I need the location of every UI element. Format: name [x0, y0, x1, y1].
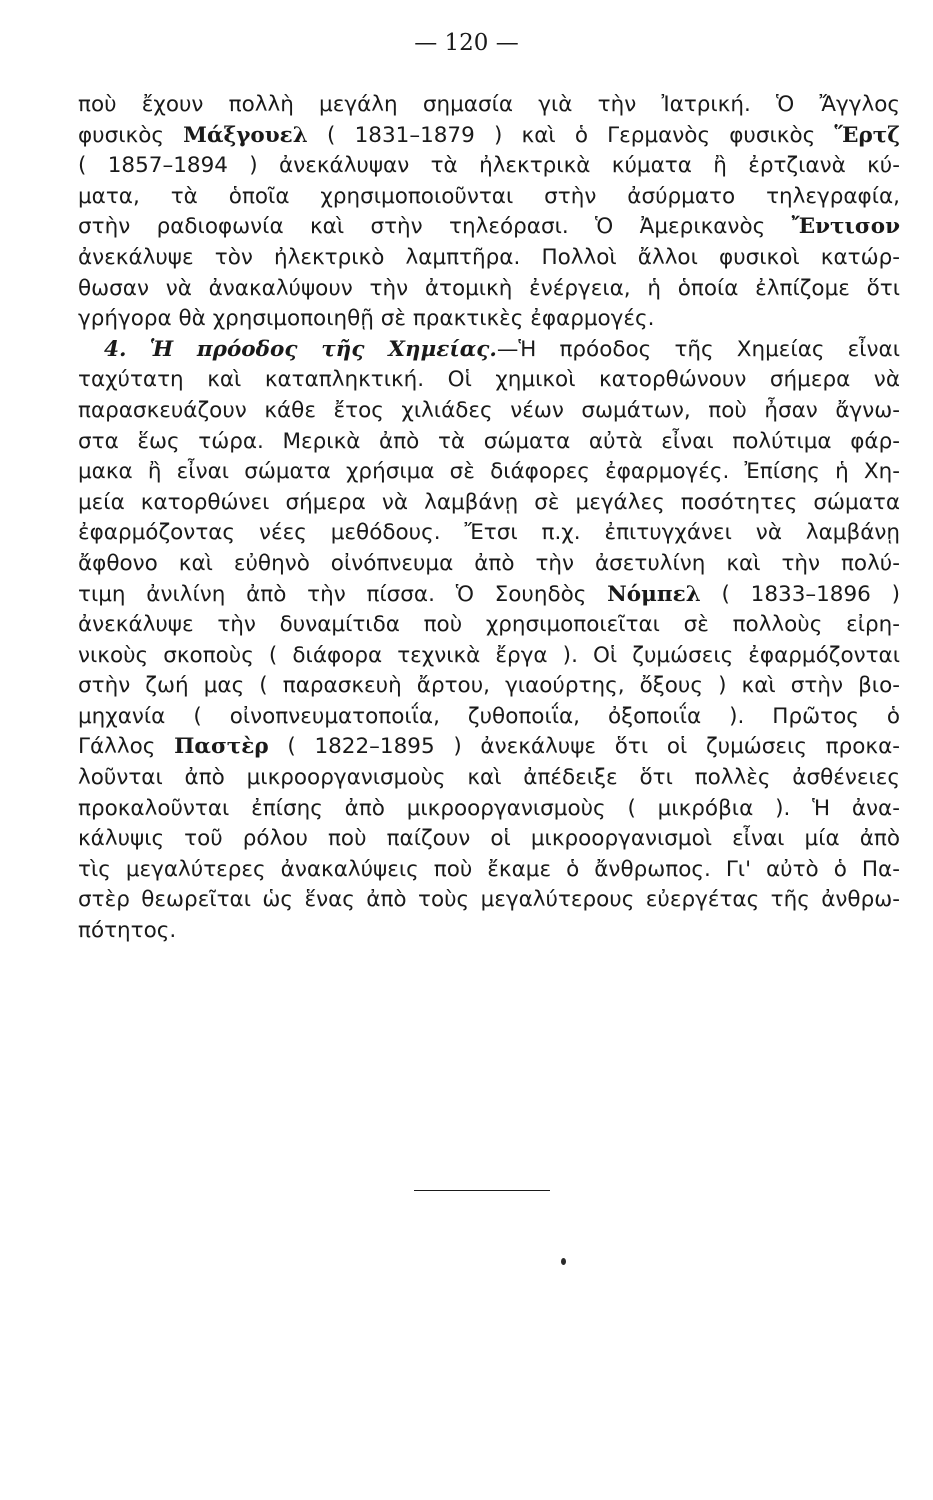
text-run: ταχύτατη καὶ καταπληκτική. Οἱ χημικοὶ κατορθώνουν σήμερα νὰ [78, 367, 900, 393]
text-run: τιμη ἀνιλίνη ἀπὸ τὴν πίσσα. Ὁ Σουηδὸς [78, 581, 608, 607]
text-line [78, 916, 900, 947]
text-line [78, 151, 900, 182]
text-run: —Ἡ πρόοδος τῆς Χημείας εἶναι [496, 336, 900, 362]
text-line [78, 365, 900, 396]
body-text [78, 90, 900, 947]
text-run: στὴν ζωή μας ( παρασκευὴ ἄρτου, γιαούρτης, ὄξους ) καὶ στὴν βιο- [78, 673, 900, 699]
text-line [78, 243, 900, 274]
section-title: Ἡ πρόοδος τῆς Χημείας. [149, 336, 497, 362]
text-run: στὴν ραδιοφωνία καὶ στὴν τηλεόρασι. Ὁ Ἀμερικανὸς [78, 214, 792, 240]
text-run: ἄφθονο καὶ εὐθηνὸ οἰνόπνευμα ἀπὸ τὴν ἀσετυλίνη καὶ τὴν πολύ- [78, 550, 900, 576]
text-run: ( 1822–1895 ) ἀνεκάλυψε ὅτι οἱ ζυμώσεις προκα- [268, 734, 900, 760]
text-run: στα ἕως τώρα. Μερικὰ ἀπὸ τὰ σώματα αὐτὰ εἶναι πολύτιμα φάρ- [78, 428, 900, 454]
text-line [78, 763, 900, 794]
person-name-edison: Ἔντισον [791, 214, 900, 240]
text-run: κάλυψις τοῦ ρόλου ποὺ παίζουν οἱ μικροοργανισμοὶ εἶναι μία ἀπὸ [78, 826, 900, 852]
text-run: νικοὺς σκοποὺς ( διάφορα τεχνικὰ ἔργα ). Οἱ ζυμώσεις ἐφαρμόζονται [78, 642, 900, 668]
text-line [78, 671, 900, 702]
person-name-nobel: Νόμπελ [607, 581, 701, 607]
person-name-maxwell: Μάξγουελ [183, 122, 308, 148]
text-line [78, 396, 900, 427]
text-line [78, 702, 900, 733]
text-line [78, 610, 900, 641]
person-name-pasteur: Παστὲρ [174, 734, 269, 760]
text-run: ἐφαρμόζοντας νέες μεθόδους. Ἔτσι π.χ. ἐπιτυγχάνει νὰ λαμβάνῃ [78, 520, 900, 546]
text-run: ( 1857–1894 ) ἀνεκάλυψαν τὰ ἠλεκτρικὰ κύματα ἢ ἐρτζιανὰ κύ- [78, 153, 900, 179]
text-run: ματα, τὰ ὁποῖα χρησιμοποιοῦνται στὴν ἀσύρματο τηλεγραφία, [78, 183, 900, 209]
page-number: — 120 — [414, 30, 519, 56]
text-run: λοῦνται ἀπὸ μικροοργανισμοὺς καὶ ἀπέδειξε ὅτι πολλὲς ἀσθένειες [78, 765, 900, 791]
text-line [78, 549, 900, 580]
text-run: ἀνεκάλυψε τὸν ἠλεκτρικὸ λαμπτῆρα. Πολλοὶ ἄλλοι φυσικοὶ κατώρ- [78, 244, 900, 270]
section-heading-line [78, 335, 900, 366]
text-run: ( 1831–1879 ) καὶ ὁ Γερμανὸς φυσικὸς [307, 122, 835, 148]
text-line [78, 304, 900, 335]
text-run: μεία κατορθώνει σήμερα νὰ λαμβάνῃ σὲ μεγάλες ποσότητες σώματα [78, 489, 900, 515]
text-line [78, 121, 900, 152]
text-line [78, 855, 900, 886]
text-run: παρασκευάζουν κάθε ἔτος χιλιάδες νέων σωμάτων, ποὺ ἦσαν ἄγνω- [78, 397, 900, 423]
text-line [78, 732, 900, 763]
text-line [78, 518, 900, 549]
text-run: ( 1833–1896 ) [700, 581, 900, 607]
text-line [78, 824, 900, 855]
section-number: 4. [104, 336, 127, 362]
text-run: ποὺ ἔχουν πολλὴ μεγάλη σημασία γιὰ τὴν Ἰατρική. Ὁ Ἄγγλος [78, 92, 900, 117]
text-run: Γάλλος [78, 734, 175, 760]
end-of-chapter-rule [414, 1190, 550, 1191]
text-line [78, 794, 900, 825]
text-run: ἀνεκάλυψε τὴν δυναμίτιδα ποὺ χρησιμοποιεῖται σὲ πολλοὺς εἰρη- [78, 612, 900, 638]
text-line [78, 212, 900, 243]
text-line [78, 274, 900, 305]
text-run: προκαλοῦνται ἐπίσης ἀπὸ μικροοργανισμοὺς ( μικρόβια ). Ἡ ἀνα- [78, 795, 900, 821]
text-line [78, 90, 900, 121]
text-run: μακα ἢ εἶναι σώματα χρήσιμα σὲ διάφορες ἐφαρμογές. Ἐπίσης ἡ Χη- [78, 459, 900, 485]
text-line [78, 580, 900, 611]
text-line [78, 885, 900, 916]
text-line [78, 488, 900, 519]
text-run: τὶς μεγαλύτερες ἀνακαλύψεις ποὺ ἔκαμε ὁ ἄνθρωπος. Γι' αὐτὸ ὁ Πα- [78, 856, 900, 882]
text-run: πότητος. [78, 918, 177, 944]
text-run: θωσαν νὰ ἀνακαλύψουν τὴν ἀτομικὴ ἐνέργεια, ἡ ὁποία ἐλπίζομε ὅτι [78, 275, 900, 301]
text-run: γρήγορα θὰ χρησιμοποιηθῇ σὲ πρακτικὲς ἐφαρμογές. [78, 306, 655, 332]
text-line [78, 457, 900, 488]
text-line [78, 427, 900, 458]
text-run: στὲρ θεωρεῖται ὡς ἕνας ἀπὸ τοὺς μεγαλύτερους εὐεργέτας τῆς ἀνθρω- [78, 887, 900, 913]
person-name-hertz: Ἕρτζ [834, 122, 900, 148]
text-run: μηχανία ( οἰνοπνευματοποιΐα, ζυθοποιΐα, ὀξοποιΐα ). Πρῶτος ὁ [78, 703, 900, 729]
text-line [78, 182, 900, 213]
text-line [78, 641, 900, 672]
ink-speck [561, 1258, 566, 1265]
text-run: φυσικὸς [78, 122, 184, 148]
